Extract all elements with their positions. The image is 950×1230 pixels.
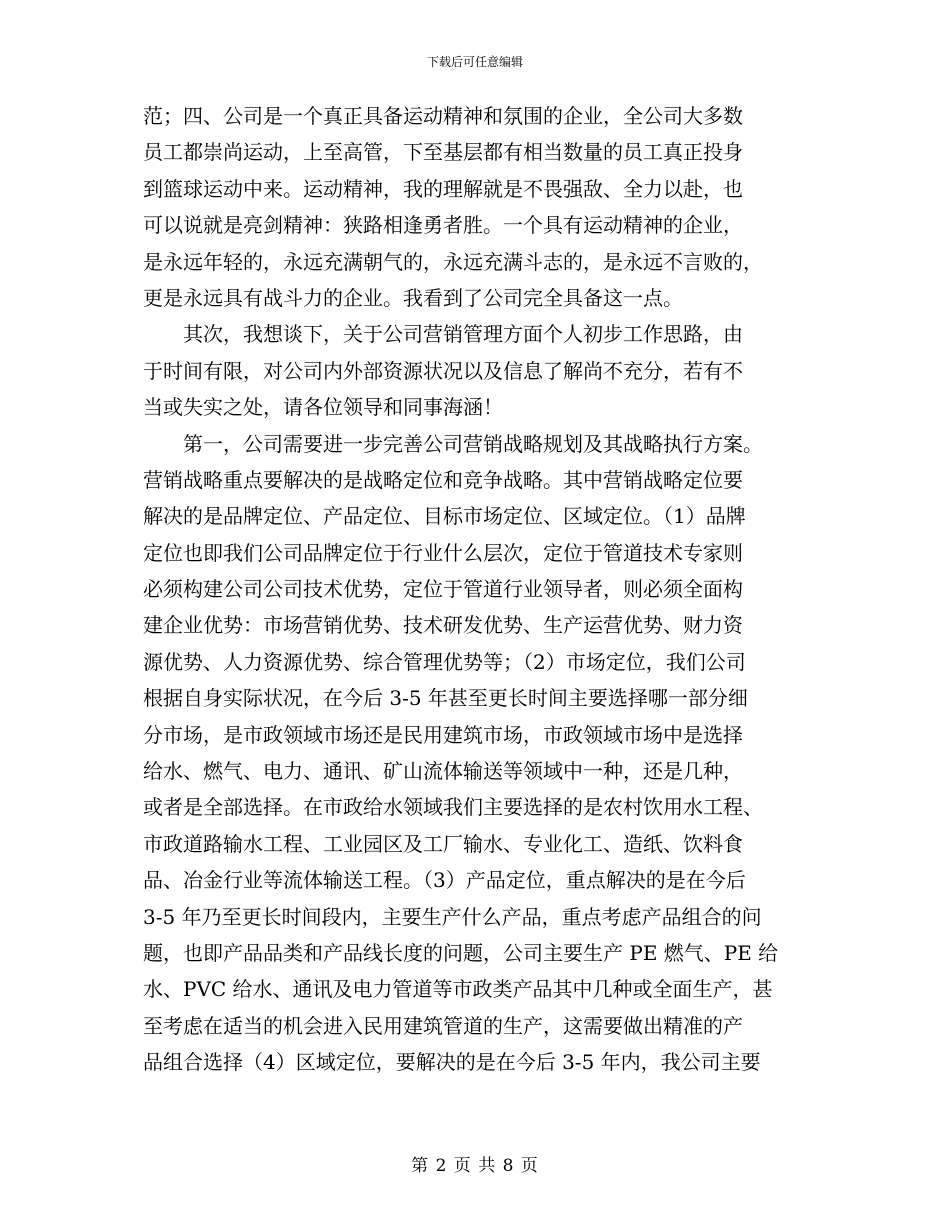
text-line: 员工都崇尚运动，上至高管，下至基层都有相当数量的员工真正投身 [143,140,743,165]
text-line: 解决的是品牌定位、产品定位、目标市场定位、区域定位。（1）品牌 [143,504,746,529]
text-line: 其次，我想谈下，关于公司营销管理方面个人初步工作思路，由 [143,322,743,347]
text-line: 至考虑在适当的机会进入民用建筑管道的生产，这需要做出精准的产 [143,1013,743,1038]
text-line: 水、PVC 给水、通讯及电力管道等市政类产品其中几种或全面生产，甚 [143,977,773,1002]
text-line: 3-5 年乃至更长时间段内，主要生产什么产品，重点考虑产品组合的问 [143,904,762,929]
text-line: 或者是全部选择。在市政给水领域我们主要选择的是农村饮用水工程、 [143,795,763,820]
text-line: 品组合选择（4）区域定位，要解决的是在今后 3-5 年内，我公司主要 [143,1050,761,1075]
text-line: 源优势、人力资源优势、综合管理优势等；（2）市场定位，我们公司 [143,649,746,674]
text-line: 营销战略重点要解决的是战略定位和竞争战略。其中营销战略定位要 [143,467,743,492]
text-line: 市政道路输水工程、工业园区及工厂输水、专业化工、造纸、饮料食 [143,831,743,856]
text-line: 必须构建公司公司技术优势，定位于管道行业领导者，则必须全面构 [143,577,743,602]
text-line: 于时间有限，对公司内外部资源状况以及信息了解尚不充分，若有不 [143,358,743,383]
text-line: 题，也即产品品类和产品线长度的问题，公司主要生产 PE 燃气、PE 给 [143,940,779,965]
text-line: 品、冶金行业等流体输送工程。（3）产品定位，重点解决的是在今后 [143,868,746,893]
text-line: 更是永远具有战斗力的企业。我看到了公司完全具备这一点。 [143,285,683,310]
text-line: 分市场，是市政领域市场还是民用建筑市场，市政领域市场中是选择 [143,722,743,747]
text-line: 当或失实之处，请各位领导和同事海涵！ [143,395,503,420]
text-line: 到篮球运动中来。运动精神，我的理解就是不畏强敌、全力以赴，也 [143,176,743,201]
text-line: 是永远年轻的，永远充满朝气的，永远充满斗志的，是永远不言败的， [143,249,763,274]
text-line: 第一，公司需要进一步完善公司营销战略规划及其战略执行方案。 [143,431,763,456]
text-line: 给水、燃气、电力、通讯、矿山流体输送等领域中一种，还是几种， [143,759,743,784]
page-footer: 第 2 页 共 8 页 [411,1156,539,1176]
body-text [143,98,807,1081]
text-line: 建企业优势：市场营销优势、技术研发优势、生产运营优势、财力资 [143,613,743,638]
page-header: 下载后可任意编辑 [426,55,523,69]
text-line: 定位也即我们公司品牌定位于行业什么层次，定位于管道技术专家则 [143,540,743,565]
text-line: 范；四、公司是一个真正具备运动精神和氛围的企业，全公司大多数 [143,104,743,128]
text-line: 根据自身实际状况，在今后 3-5 年甚至更长时间主要选择哪一部分细 [143,686,748,711]
text-line: 可以说就是亮剑精神：狭路相逢勇者胜。一个具有运动精神的企业， [143,213,743,238]
